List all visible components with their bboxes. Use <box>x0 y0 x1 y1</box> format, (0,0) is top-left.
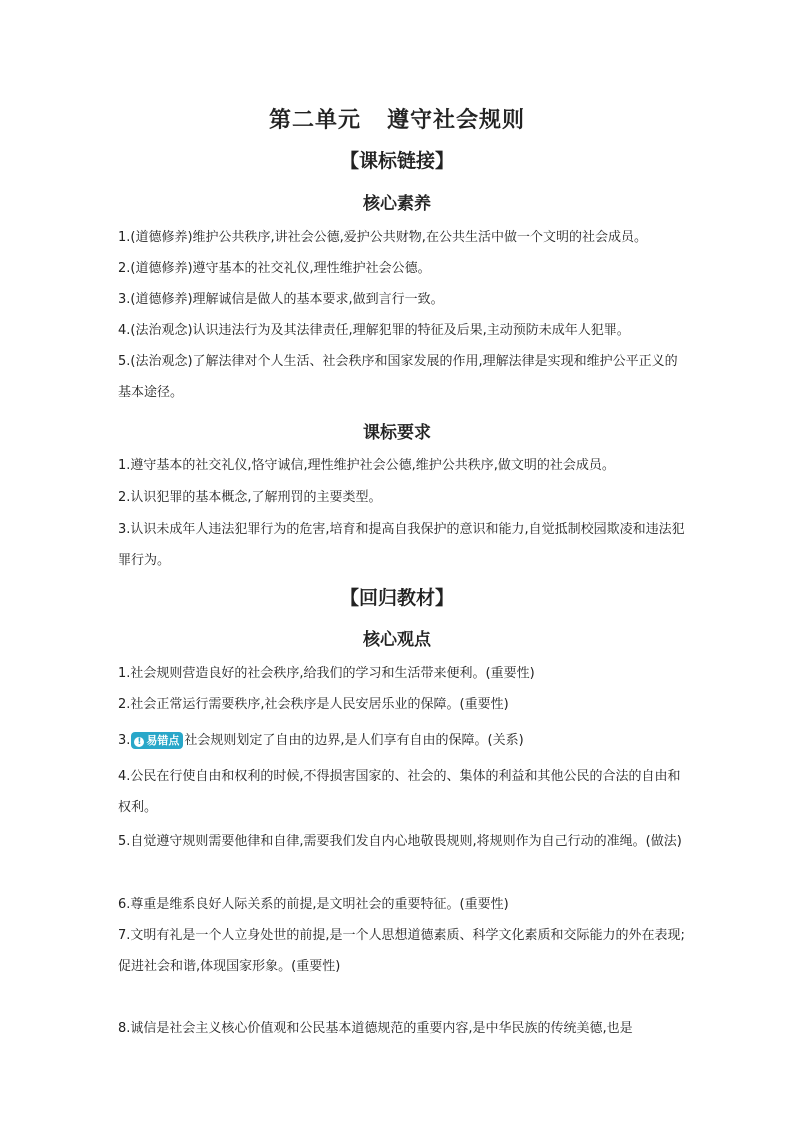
view-text: 社会规则划定了自由的边界,是人们享有自由的保障。(关系) <box>184 733 524 748</box>
unit-name: 遵守社会规则 <box>387 108 526 133</box>
view-item: 8.诚信是社会主义核心价值观和公民基本道德规范的重要内容,是中华民族的传统美德,也是 <box>118 1021 633 1036</box>
view-item <box>118 726 688 756</box>
section-heading-kebiao-link: 【课标链接】 <box>339 150 454 172</box>
literacy-item: 3.(道德修养)理解诚信是做人的基本要求,做到言行一致。 <box>118 292 444 307</box>
section-heading-back-to-textbook: 【回归教材】 <box>339 587 454 609</box>
view-number: 3. <box>118 733 131 748</box>
view-item: 6.尊重是维系良好人际关系的前提,是文明社会的重要特征。(重要性) <box>118 897 509 912</box>
requirement-item: 2.认识犯罪的基本概念,了解刑罚的主要类型。 <box>118 490 382 505</box>
literacy-item: 2.(道德修养)遵守基本的社交礼仪,理性维护社会公德。 <box>118 261 431 276</box>
view-item: 2.社会正常运行需要秩序,社会秩序是人民安居乐业的保障。(重要性) <box>118 697 509 712</box>
view-item: 7.文明有礼是一个人立身处世的前提,是一个人思想道德素质、科学文化素质和交际能力的外在表现;促进社会和谐,体现国家形象。(重要性) <box>118 928 685 974</box>
literacy-item: 1.(道德修养)维护公共秩序,讲社会公德,爱护公共财物,在公共生活中做一个文明的社会成员。 <box>118 230 647 245</box>
requirement-item: 3.认识未成年人违法犯罪行为的危害,培育和提高自我保护的意识和能力,自觉抵制校园欺凌和违法犯罪行为。 <box>118 522 685 568</box>
view-item: 4.公民在行使自由和权利的时候,不得损害国家的、社会的、集体的利益和其他公民的合法的自由和权利。 <box>118 769 681 815</box>
subheading-curriculum-req: 课标要求 <box>363 423 431 443</box>
unit-label: 第二单元 <box>268 108 361 133</box>
requirement-item: 1.遵守基本的社交礼仪,恪守诚信,理性维护社会公德,维护公共秩序,做文明的社会成员。 <box>118 458 615 473</box>
view-item: 5.自觉遵守规则需要他律和自律,需要我们发自内心地敬畏规则,将规则作为自己行动的准绳。(做法) <box>118 834 682 849</box>
badge-label: 易错点 <box>146 734 180 747</box>
error-prone-badge <box>131 732 183 749</box>
view-item: 1.社会规则营造良好的社会秩序,给我们的学习和生活带来便利。(重要性) <box>118 666 535 681</box>
literacy-item: 4.(法治观念)认识违法行为及其法律责任,理解犯罪的特征及后果,主动预防未成年人犯罪。 <box>118 323 630 338</box>
page-title <box>0 103 794 134</box>
subheading-core-views: 核心观点 <box>363 630 431 650</box>
subheading-core-literacy: 核心素养 <box>363 194 431 214</box>
literacy-item: 5.(法治观念)了解法律对个人生活、社会秩序和国家发展的作用,理解法律是实现和维护公平正义的基本途径。 <box>118 354 678 400</box>
info-icon: ! <box>134 737 144 747</box>
